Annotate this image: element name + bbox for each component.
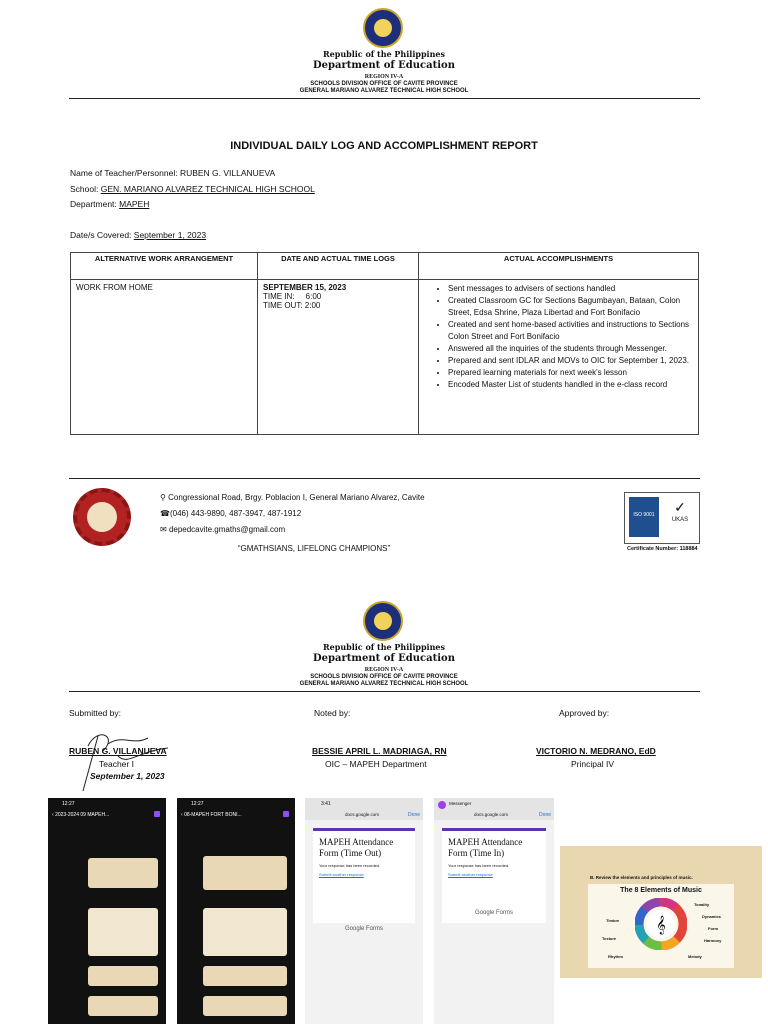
arrangement-cell: WORK FROM HOME — [71, 280, 258, 435]
svg-text:𝄞: 𝄞 — [656, 915, 666, 934]
footer-divider — [69, 478, 700, 479]
department-line: Department of Education — [313, 653, 455, 664]
google-form-timein-screenshot: Messenger docs.google.com Done MAPEH Attendance Form (Time In) Your response has been recorded. Submit another response Google Forms — [434, 798, 554, 1024]
report-title: INDIVIDUAL DAILY LOG AND ACCOMPLISHMENT REPORT — [230, 140, 538, 152]
header-divider — [69, 691, 700, 692]
messenger-screenshot-1: 12:27 ‹ 2023-2024 09 MAPEH... — [48, 798, 166, 1024]
location-pin-icon: ⚲ — [160, 493, 166, 502]
division-line: SCHOOLS DIVISION OFFICE OF CAVITE PROVINCE — [310, 674, 458, 680]
approved-by-label: Approved by: — [559, 708, 610, 718]
submitted-by-label: Submitted by: — [69, 708, 121, 718]
iso-certification-badge — [624, 492, 700, 544]
messenger-screenshot-2: 12:27 ‹ 08-MAPEH FORT BONI... — [177, 798, 295, 1024]
time-log-cell: SEPTEMBER 15, 2023 TIME IN: 6:00 TIME OUT: 2:00 — [258, 280, 419, 435]
noted-by-label: Noted by: — [314, 708, 351, 718]
region-line: REGION IV-A — [364, 667, 404, 673]
deped-seal-icon — [363, 8, 403, 48]
table-row — [71, 280, 699, 435]
school-line: GENERAL MARIANO ALVAREZ TECHNICAL HIGH SCHOOL — [299, 88, 469, 94]
school-line-info: School: GEN. MARIANO ALVAREZ TECHNICAL HIGH SCHOOL — [70, 184, 315, 194]
table-header: DATE AND ACTUAL TIME LOGS — [258, 253, 419, 280]
approved-role: Principal IV — [571, 759, 614, 769]
certificate-number: Certificate Number: 118884 — [627, 546, 698, 552]
messenger-icon — [438, 801, 446, 809]
accomplishment-table — [70, 252, 699, 435]
call-icon — [154, 811, 160, 817]
school-logo-icon — [73, 488, 131, 546]
deped-seal-icon — [363, 601, 403, 641]
address-line: ⚲ Congressional Road, Brgy. Poblacion I, General Mariano Alvarez, Cavite — [160, 493, 425, 502]
approved-name: VICTORIO N. MEDRANO, EdD — [536, 746, 656, 756]
call-icon — [283, 811, 289, 817]
republic-line: Republic of the Philippines — [322, 642, 445, 652]
music-wheel-icon — [635, 898, 687, 950]
music-elements-image: B. Review the elements and principles of music. The 8 Elements of Music 𝄞 Tonality Dynamics Form Harmony Melody Rhythm Texture Timbre — [560, 846, 762, 978]
noted-name: BESSIE APRIL L. MADRIAGA, RN — [312, 746, 447, 756]
list-item: • Answered all the inquiries of the students through Messenger. — [448, 343, 693, 355]
noted-role: OIC – MAPEH Department — [325, 759, 427, 769]
phone-line: ☎(046) 443-9890, 487-3947, 487-1912 — [160, 509, 302, 518]
header-divider — [69, 98, 700, 99]
list-item: • Encoded Master List of students handled in the e-class record — [448, 379, 693, 391]
chat-title: ‹ 08-MAPEH FORT BONI... — [181, 812, 242, 818]
department-line: Department of Education — [313, 60, 455, 71]
contact-block — [160, 490, 425, 538]
list-item: • Prepared and sent IDLAR and MOVs to OIC for September 1, 2023. — [448, 355, 693, 367]
envelope-icon: ✉ — [160, 525, 167, 534]
region-line: REGION IV-A — [364, 74, 404, 80]
email-line: ✉ depedcavite.gmaths@gmail.com — [160, 525, 286, 534]
school-line: GENERAL MARIANO ALVAREZ TECHNICAL HIGH SCHOOL — [299, 681, 469, 687]
list-item: • Created Classroom GC for Sections Bagumbayan, Bataan, Colon Street, Edsa Shrine, Plaza Libertad and Fort Bonifacio — [448, 295, 693, 319]
list-item: • Prepared learning materials for next week's lesson — [448, 367, 693, 379]
submitted-role: Teacher I — [99, 759, 134, 769]
submitted-date: September 1, 2023 — [90, 771, 165, 781]
division-line: SCHOOLS DIVISION OFFICE OF CAVITE PROVINCE — [310, 81, 458, 87]
list-item: • Created and sent home-based activities and instructions to Sections Colon Street and Fort Bonifacio — [448, 319, 693, 343]
list-item: • Sent messages to advisers of sections handled — [448, 283, 693, 295]
republic-line: Republic of the Philippines — [322, 49, 445, 59]
phone-icon: ☎ — [160, 509, 170, 518]
nqa-logo-icon: ISO 9001 — [629, 497, 659, 537]
department-line-info: Department: MAPEH — [70, 199, 150, 209]
chat-title: ‹ 2023-2024 09 MAPEH... — [52, 812, 110, 818]
dates-covered-line: Date/s Covered: September 1, 2023 — [70, 230, 207, 240]
accomplishments-cell — [419, 280, 699, 435]
motto: “GMATHSIANS, LIFELONG CHAMPIONS” — [237, 544, 391, 553]
submitted-name: RUBEN G. VILLANUEVA — [69, 746, 167, 756]
ukas-logo-icon: ✓ UKAS — [671, 499, 689, 523]
teacher-name-line: Name of Teacher/Personnel: RUBEN G. VILLANUEVA — [70, 168, 276, 178]
table-header: ALTERNATIVE WORK ARRANGEMENT — [71, 253, 258, 280]
table-header: ACTUAL ACCOMPLISHMENTS — [419, 253, 699, 280]
google-form-timeout-screenshot: 3:41 docs.google.com Done MAPEH Attendance Form (Time Out) Your response has been recorded. Submit another response Google Forms — [305, 798, 423, 1024]
